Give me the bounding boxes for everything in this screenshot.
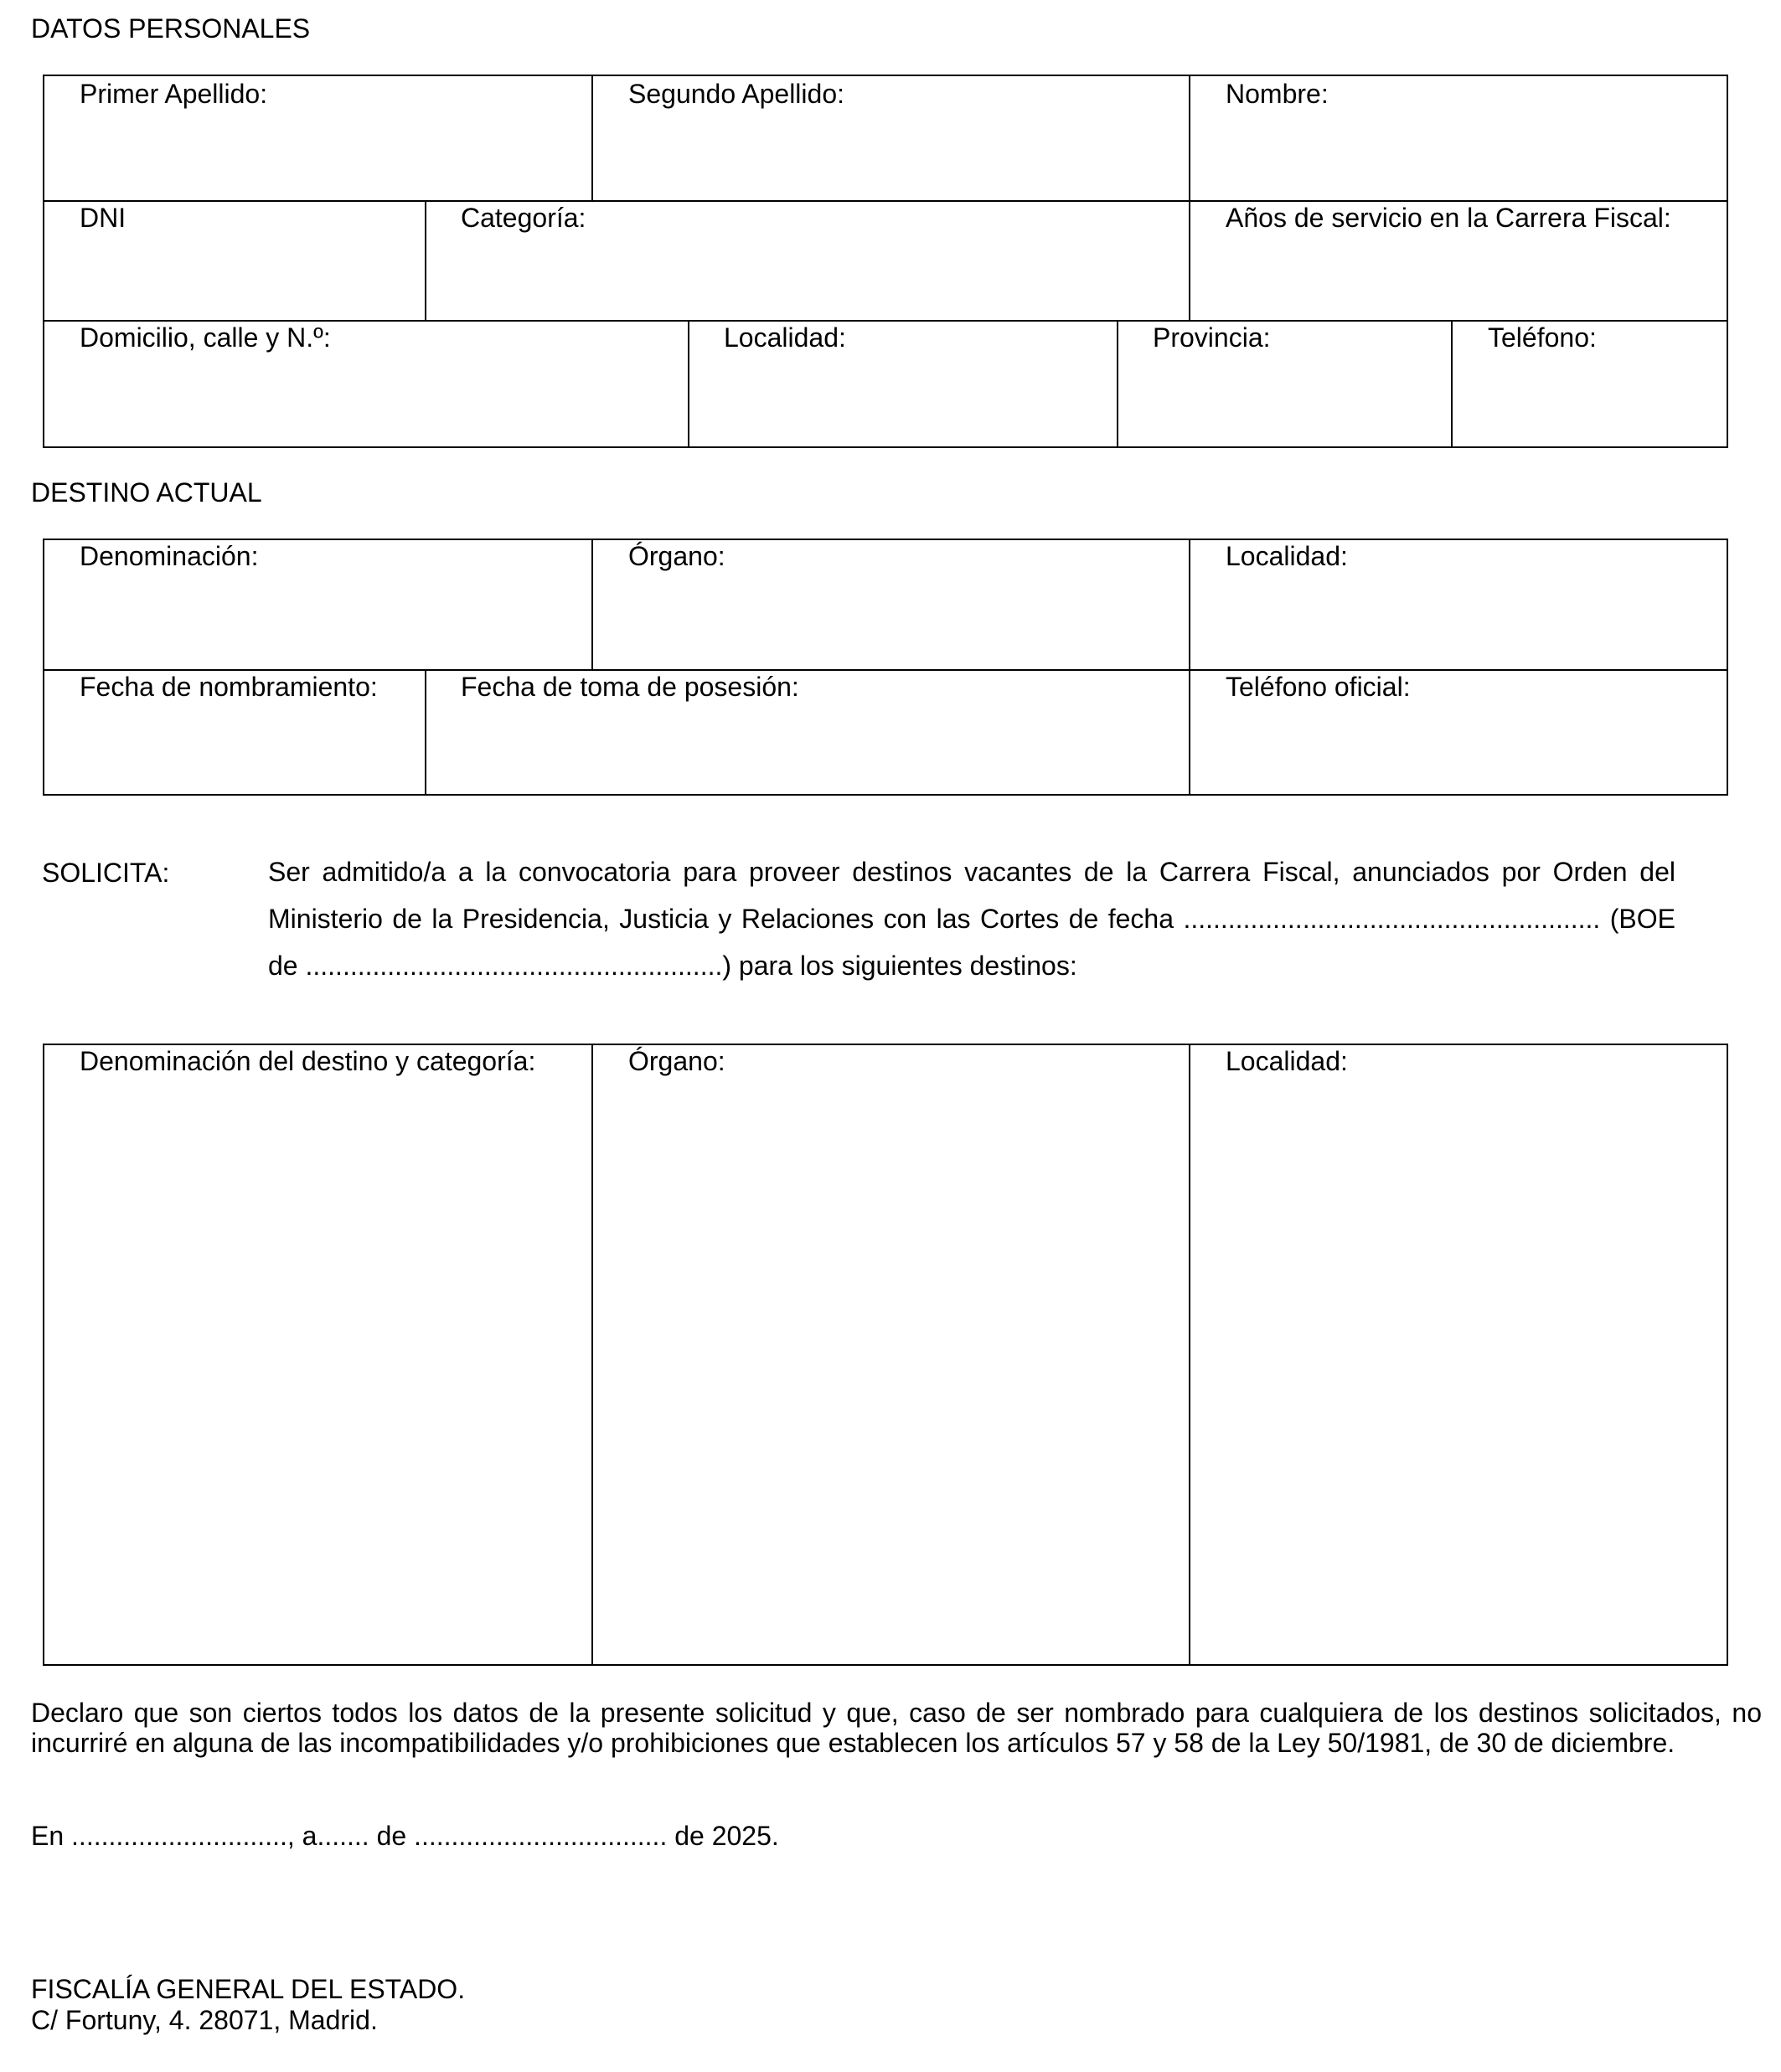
solicita-text-line: Ministerio de la Presidencia, Justicia y Relaciones con las Cortes de fecha ........................................................ (BOE: [268, 904, 1675, 934]
section-title-destino-actual: DESTINO ACTUAL: [31, 477, 262, 508]
footer-address: C/ Fortuny, 4. 28071, Madrid.: [31, 2005, 378, 2035]
nombre-field[interactable]: [1190, 76, 1727, 198]
provincia-field[interactable]: [1118, 322, 1449, 446]
fecha-posesion-label: Fecha de toma de posesión:: [461, 672, 799, 702]
anos-servicio-label: Años de servicio en la Carrera Fiscal:: [1226, 203, 1671, 233]
declaration-line: Declaro que son ciertos todos los datos de la presente solicitud y que, caso de ser nombrado para cualquiera de los destinos solicitados, no: [31, 1698, 1762, 1728]
primer-apellido-label: Primer Apellido:: [80, 79, 268, 109]
denominacion-field[interactable]: [44, 540, 590, 667]
solicita-text-line: Ser admitido/a a la convocatoria para proveer destinos vacantes de la Carrera Fiscal, anunciados por Orden del: [268, 857, 1675, 887]
declaration-line: incurriré en alguna de las incompatibilidades y/o prohibiciones que establecen los artículos 57 y 58 de la Ley 50/1981, de 30 de diciembre.: [31, 1728, 1675, 1758]
destino-localidad-label: Localidad:: [1226, 541, 1348, 571]
organo-field[interactable]: [593, 540, 1187, 667]
telefono-label: Teléfono:: [1488, 322, 1597, 353]
solicita-label: SOLICITA:: [42, 858, 170, 888]
organo-label: Órgano:: [628, 541, 725, 571]
requested-organo-column[interactable]: [593, 1045, 1187, 1664]
localidad-label: Localidad:: [724, 322, 846, 353]
requested-localidad-column[interactable]: [1190, 1045, 1727, 1664]
dni-label: DNI: [80, 203, 126, 233]
dni-field[interactable]: [44, 202, 423, 318]
primer-apellido-field[interactable]: [44, 76, 590, 198]
domicilio-label: Domicilio, calle y N.º:: [80, 322, 331, 353]
requested-localidad-header: Localidad:: [1226, 1046, 1348, 1076]
requested-denominacion-header: Denominación del destino y categoría:: [80, 1046, 536, 1076]
telefono-oficial-field[interactable]: [1190, 671, 1727, 794]
provincia-label: Provincia:: [1153, 322, 1271, 353]
section-title-datos-personales: DATOS PERSONALES: [31, 13, 311, 44]
domicilio-field[interactable]: [44, 322, 686, 446]
fecha-nombramiento-field[interactable]: [44, 671, 423, 794]
solicita-text-line: de ........................................................) para los siguientes destinos:: [268, 951, 1077, 981]
requested-organo-header: Órgano:: [628, 1046, 725, 1076]
requested-denominacion-column[interactable]: [44, 1045, 590, 1664]
categoria-field[interactable]: [426, 202, 1187, 318]
nombre-label: Nombre:: [1226, 79, 1329, 109]
telefono-field[interactable]: [1453, 322, 1727, 446]
destino-localidad-field[interactable]: [1190, 540, 1727, 667]
fecha-nombramiento-label: Fecha de nombramiento:: [80, 672, 378, 702]
declaration-text: [31, 1698, 1762, 1758]
denominacion-label: Denominación:: [80, 541, 259, 571]
solicita-text: [268, 856, 1675, 982]
segundo-apellido-label: Segundo Apellido:: [628, 79, 844, 109]
footer-organization: FISCALÍA GENERAL DEL ESTADO.: [31, 1974, 466, 2004]
telefono-oficial-label: Teléfono oficial:: [1226, 672, 1411, 702]
segundo-apellido-field[interactable]: [593, 76, 1187, 198]
place-date-line: En ............................., a....... de .................................. de 2025.: [31, 1821, 779, 1851]
localidad-field[interactable]: [689, 322, 1115, 446]
categoria-label: Categoría:: [461, 203, 586, 233]
fecha-posesion-field[interactable]: [426, 671, 1187, 794]
anos-servicio-field[interactable]: [1190, 202, 1727, 318]
